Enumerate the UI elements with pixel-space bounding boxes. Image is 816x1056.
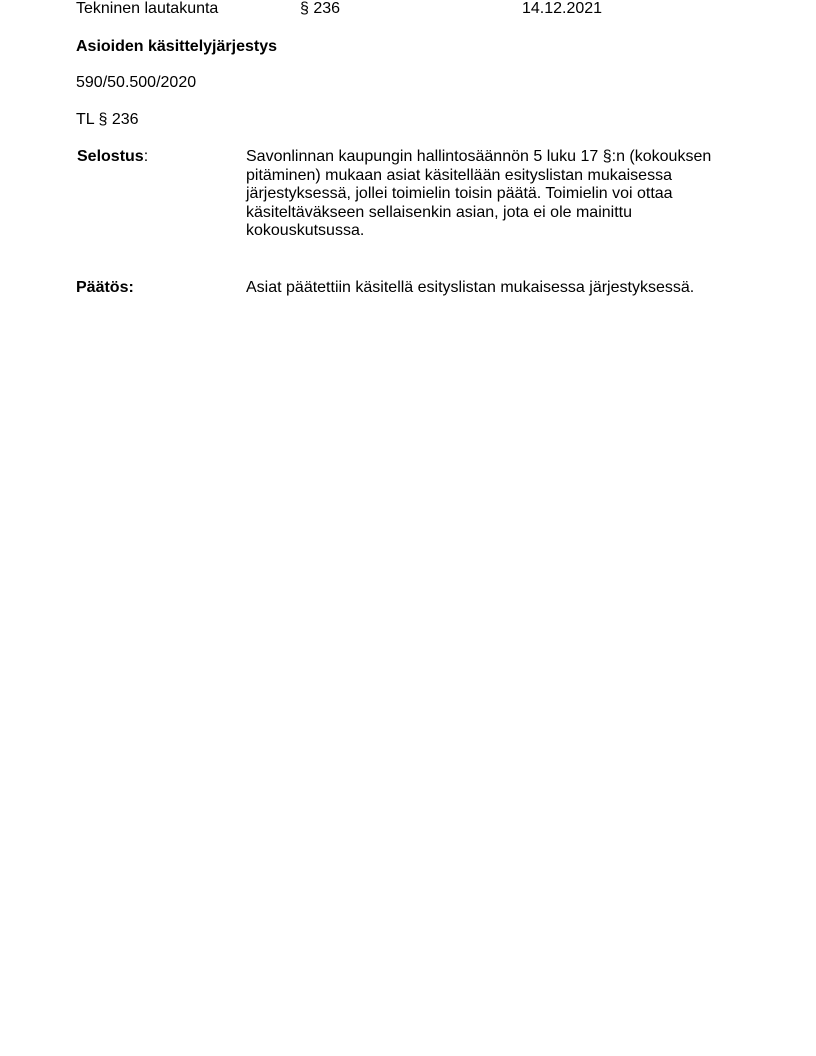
- selostus-line: kokouskutsussa.: [246, 222, 365, 239]
- selostus-line: järjestyksessä, jollei toimielin toisin päätä. Toimielin voi ottaa: [246, 185, 673, 202]
- section-number: § 236: [300, 0, 341, 17]
- document-header: [76, 0, 756, 19]
- section-reference: TL § 236: [76, 111, 139, 128]
- selostus-line: pitäminen) mukaan asiat käsitellään esityslistan mukaisessa: [246, 166, 672, 184]
- selostus-line: käsiteltäväkseen sellaisenkin asian, jota ei ole mainittu: [246, 203, 632, 221]
- paatos-text: Asiat päätettiin käsitellä esityslistan mukaisessa järjestyksessä.: [246, 279, 695, 296]
- selostus-label-text: Selostus: [77, 148, 144, 165]
- item-title: Asioiden käsittelyjärjestys: [76, 38, 277, 55]
- committee-name: Tekninen lautakunta: [76, 0, 219, 17]
- meeting-date: 14.12.2021: [522, 0, 603, 17]
- paatos-label-text: Päätös:: [76, 279, 134, 296]
- selostus-line: Savonlinnan kaupungin hallintosäännön 5 luku 17 §:n (kokouksen: [246, 148, 712, 165]
- selostus-label: [77, 148, 148, 166]
- diary-number: 590/50.500/2020: [76, 74, 197, 91]
- paatos-label: [76, 279, 134, 297]
- selostus-text: [246, 148, 746, 241]
- selostus-label-colon: :: [143, 148, 149, 165]
